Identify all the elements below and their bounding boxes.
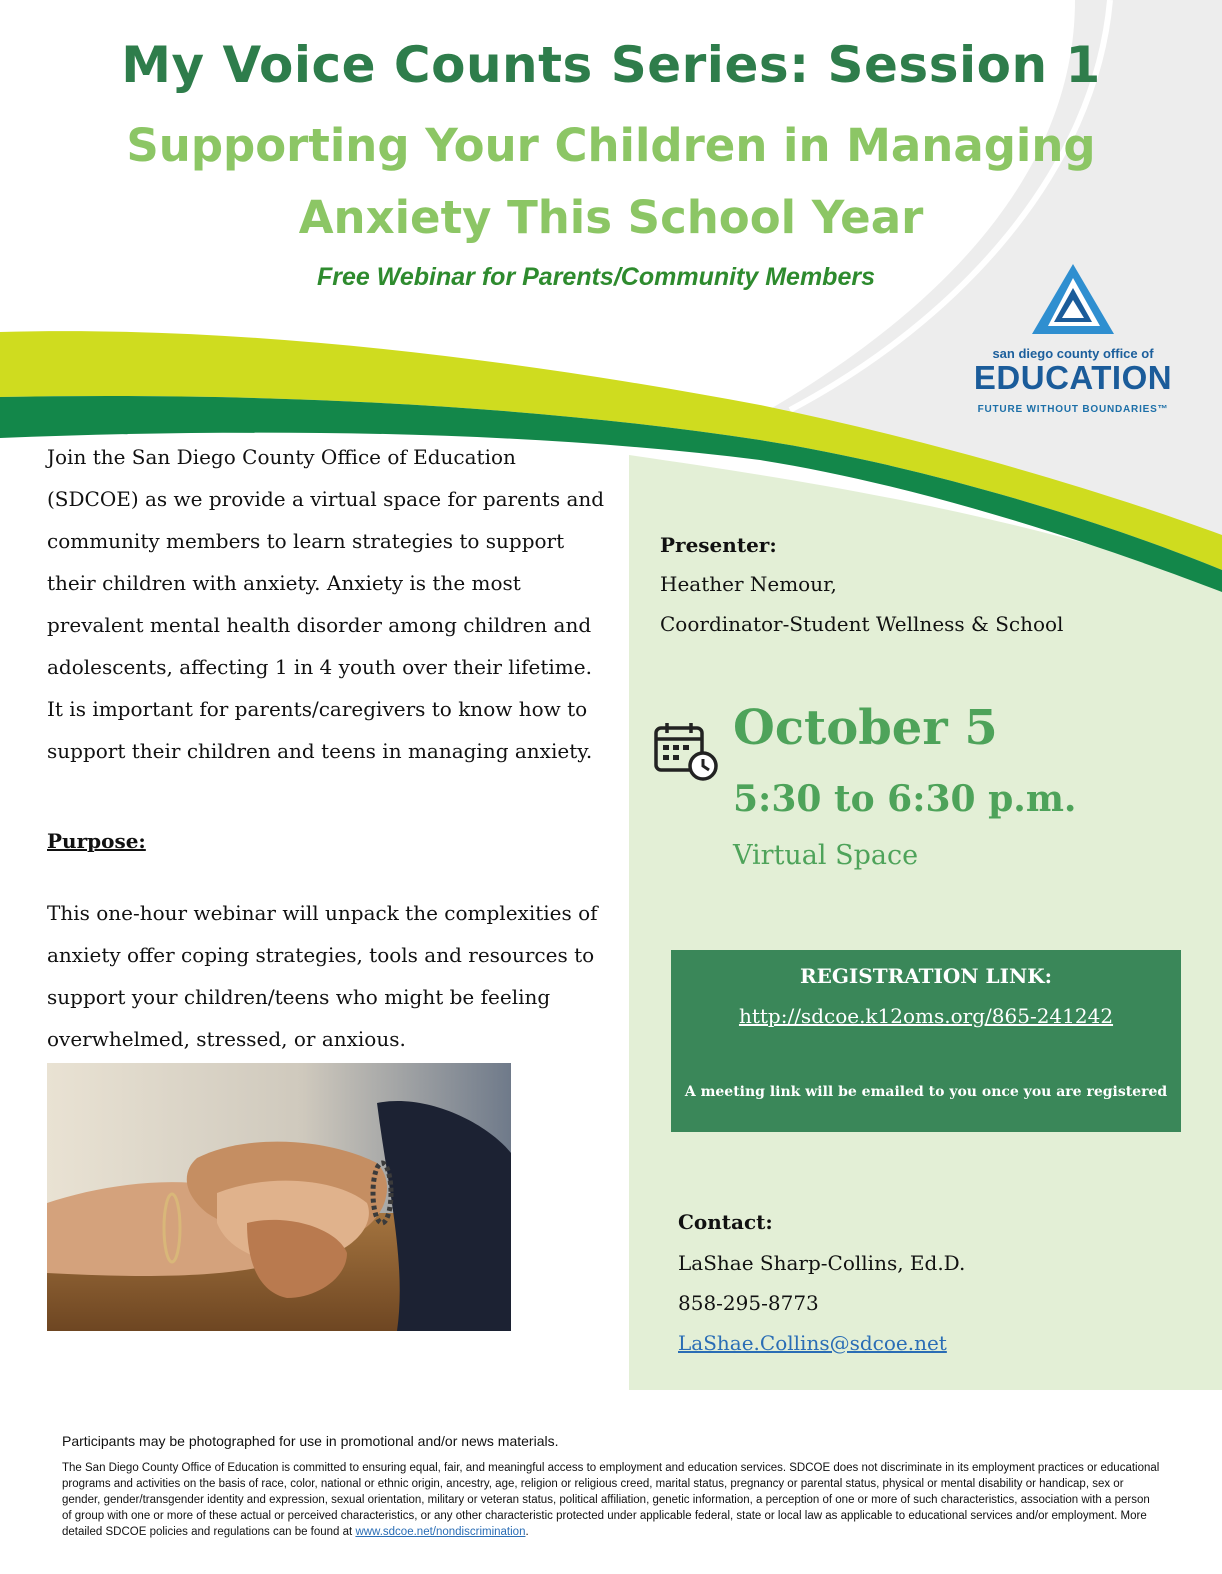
holding-hands-photo xyxy=(47,1063,511,1331)
registration-note: A meeting link will be emailed to you once you are registered xyxy=(684,1084,1168,1100)
triangle-logo-icon xyxy=(1030,262,1116,338)
purpose-heading: Purpose: xyxy=(47,829,146,853)
nondiscrimination-disclaimer xyxy=(62,1460,1162,1540)
presenter-name: Heather Nemour, xyxy=(660,572,837,596)
page-subtitle xyxy=(0,110,1222,254)
event-time: 5:30 to 6:30 p.m. xyxy=(733,778,1077,820)
subtitle-line-2: Anxiety This School Year xyxy=(298,191,924,244)
disclaimer-text: The San Diego County Office of Education is committed to ensuring equal, fair, and meaningful access to employment and education services. SDCOE does not discriminate in its employment practices or educational programs and activities on the basis of race, color, national or ethnic origin, ancestry, age, religion or religious creed, marital status, pregnancy or parental status, physical or mental disability or handicap, sex or gender, gender/transgender identity and expression, sexual orientation, military or veteran status, political affiliation, genetic information, a perception of one or more of such characteristics, association with a person of group with one or more of these actual or perceived characteristics, or any other characteristic protected under applicable federal, state or local law as applicable to educational services and/or employment. More detailed SDCOE policies and regulations can be found at xyxy=(62,1462,1160,1538)
intro-paragraph: Join the San Diego County Office of Education (SDCOE) as we provide a virtual space for parents and community members to learn strategies to support their children with anxiety. Anxiety is the most prevalent mental health disorder among children and adolescents, affecting 1 in 4 youth over their lifetime. It is important for parents/caregivers to know how to support their children and teens in managing anxiety. xyxy=(47,445,605,763)
subtitle-line-1: Supporting Your Children in Managing xyxy=(126,119,1096,172)
contact-phone: 858-295-8773 xyxy=(678,1291,819,1315)
calendar-clock-icon xyxy=(653,720,719,782)
contact-name: LaShae Sharp-Collins, Ed.D. xyxy=(678,1251,966,1275)
registration-title: REGISTRATION LINK: xyxy=(799,964,1053,988)
presenter-role: Coordinator-Student Wellness & School xyxy=(660,612,1064,636)
contact-label: Contact: xyxy=(678,1210,773,1234)
purpose-paragraph: This one-hour webinar will unpack the complexities of anxiety offer coping strategies, tools and resources to support your children/teens who might be feeling overwhelmed, stressed, or anxious. xyxy=(47,901,598,1051)
disclaimer-end: . xyxy=(525,1526,529,1538)
event-date: October 5 xyxy=(733,700,998,756)
logo-org-name: san diego county office of xyxy=(992,346,1154,361)
webinar-tagline: Free Webinar for Parents/Community Members xyxy=(316,263,875,291)
registration-link[interactable]: http://sdcoe.k12oms.org/865-241242 xyxy=(738,1004,1114,1028)
presenter-label: Presenter: xyxy=(660,533,777,557)
event-location: Virtual Space xyxy=(733,840,919,871)
page-title: My Voice Counts Series: Session 1 xyxy=(121,36,1101,94)
sdcoe-logo xyxy=(968,262,1178,422)
logo-slogan: FUTURE WITHOUT BOUNDARIES™ xyxy=(977,404,1169,415)
contact-email-link[interactable]: LaShae.Collins@sdcoe.net xyxy=(678,1331,947,1355)
logo-education-word: EDUCATION xyxy=(973,359,1173,396)
nondiscrimination-link[interactable]: www.sdcoe.net/nondiscrimination xyxy=(355,1526,526,1538)
registration-box xyxy=(671,950,1181,1132)
photo-consent-note: Participants may be photographed for use in promotional and/or news materials. xyxy=(62,1433,559,1449)
